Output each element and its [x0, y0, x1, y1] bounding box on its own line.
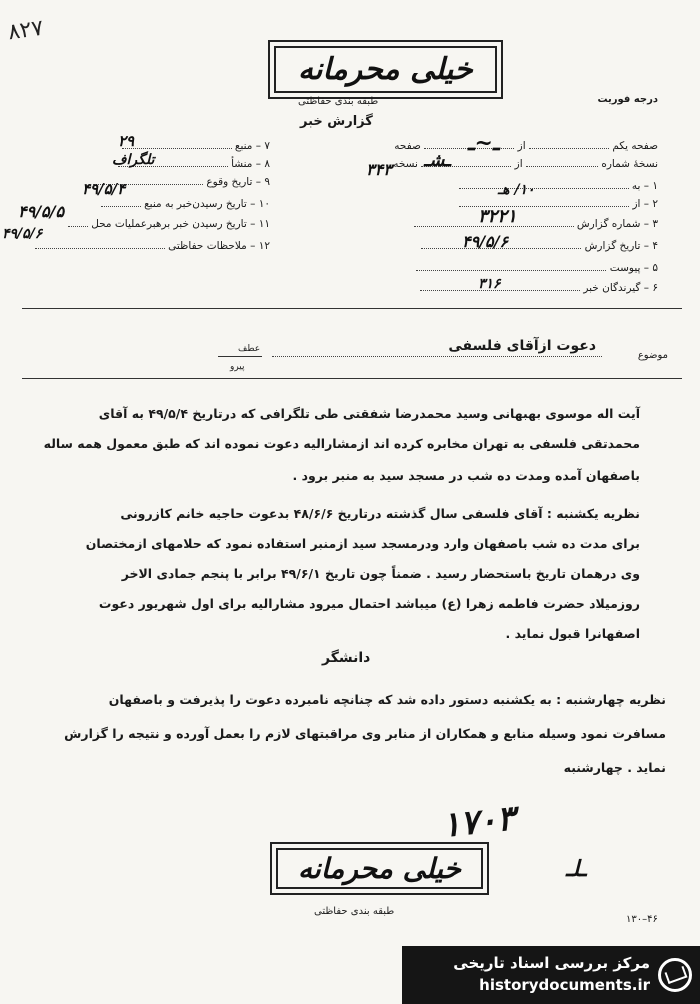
classification-text-bottom: خیلی محرمانه	[276, 848, 483, 889]
classification-caption-bottom: طبقه بندی حفاظتی	[314, 906, 395, 917]
right-field-report-number: ۳ – شماره گزارش	[398, 218, 658, 232]
right-field-copy-scrawl: ـشـ	[424, 150, 451, 171]
archive-number: ۸۲۷	[6, 15, 46, 46]
priority-label: درجه فوریت	[597, 94, 658, 105]
left-field-ops-received-value: ۴۹/۵/۶	[2, 226, 43, 242]
body-line-8: اصفهانرا قبول نماید .	[505, 626, 640, 641]
left-field-source: ۷ – منبع	[20, 140, 270, 154]
subject-underline	[272, 356, 602, 357]
instruction-line-3: نماید . چهارشنبه	[563, 760, 666, 775]
classification-caption-top: طبقه بندی حفاظتی	[298, 96, 379, 107]
subject-label: موضوع	[637, 350, 668, 361]
body-line-1: آیت اله موسوی بهبهانی وسید محمدرضا شفقتی طی تلگرافی که درتاریخ ۴۹/۵/۴ به آقای	[98, 406, 640, 421]
left-field-security-notes: ۱۲ – ملاحظات حفاظتی	[20, 240, 270, 254]
body-line-7: روزمیلاد حضرت فاطمه زهرا (ع) میباشد احتمال میرود مشارالیه برای اول شهریور دعوت	[98, 596, 640, 611]
handwritten-mark: ـ~ـ	[468, 130, 500, 156]
right-field-from: ۲ – از	[418, 198, 658, 212]
left-field-event-date: ۹ – تاریخ وقوع	[20, 176, 270, 190]
body-line-4: نظریه یکشنبه : آقای فلسفی سال گذشته درتاریخ ۴۸/۶/۶ بدعوت حاجیه خانم کازرونی	[120, 506, 640, 521]
left-field-source-received-value: ۴۹/۵/۵	[18, 202, 65, 221]
signature-name: دانشگر	[322, 650, 371, 666]
footer-title: مرکز بررسی اسناد تاریخی	[453, 954, 650, 972]
archive-footer	[402, 946, 700, 1004]
left-field-origin-value: تلگراف	[112, 152, 155, 168]
ref-divider	[218, 356, 262, 357]
classification-text-top: خیلی محرمانه	[274, 46, 497, 93]
right-field-attachment: ۵ – پیوست	[398, 262, 658, 276]
header-divider	[22, 308, 682, 309]
right-field-recipients: ۶ – گیرندگان خبر	[398, 282, 658, 296]
right-field-to-value: ۱۰/ هـ	[498, 182, 535, 198]
subject-value: دعوت ازآقای فلسفی	[448, 338, 596, 354]
left-field-source-received: ۱۰ – تاریخ رسیدن‌خبر به منبع	[20, 198, 270, 212]
report-heading: گزارش خبر	[300, 114, 373, 129]
right-field-to: ۱ – به	[418, 180, 658, 194]
subject-divider	[22, 378, 682, 379]
right-field-copy-value: ۳۴۳	[366, 160, 392, 179]
body-line-5: برای مدت ده شب باصفهان وارد ودرمسجد سید ازمنبر استفاده نمود که حلامهای ازمختصان	[85, 536, 640, 551]
handwritten-number: ۱۷۰۳	[440, 798, 517, 846]
classification-stamp-bottom	[270, 842, 489, 895]
body-line-6: وی درهمان تاریخ باستحضار رسید . ضمناً چون تاریخ ۴۹/۶/۱ برابر با پنجم جمادی الاخر	[121, 566, 640, 581]
right-field-recipients-value: ۳۱۶	[478, 276, 501, 292]
body-line-3: باصفهان آمده ومدت ده شب در مسجد سید به منبر برود .	[292, 468, 640, 483]
classification-stamp-top	[268, 40, 503, 99]
right-field-report-date-value: ۴۹/۵/۶	[462, 232, 509, 251]
footer-url: historydocuments.ir	[479, 976, 650, 994]
form-code: ۱۳۰–۴۶	[626, 914, 658, 925]
body-line-2: محمدتقی فلسفی به تهران مخابره کرده اند ازمشارالیه دعوت نموده اند که طبق معمول همه ساله	[43, 436, 640, 451]
left-field-source-value: ۲۹	[118, 132, 135, 150]
ref-label-peyro: پیرو	[230, 362, 245, 372]
right-field-report-number-value: ۳۲۲۱	[478, 206, 517, 227]
left-field-ops-received: ۱۱ – تاریخ رسیدن خبر برهبرعملیات محل	[20, 218, 270, 232]
handwritten-initials: ـلـ	[566, 856, 587, 882]
right-field-copy: نسخهٔ شماره از نسخه	[393, 158, 658, 170]
archive-logo-icon	[658, 958, 692, 992]
instruction-line-2: مسافرت نمود وسیله منابع و همکاران از منابر وی مراقبتهای لازم را بعمل آورده و نتیجه را گزارش	[64, 726, 666, 741]
right-field-report-date: ۴ – تاریخ گزارش	[398, 240, 658, 254]
ref-label-atf: عطف	[238, 344, 261, 354]
left-field-event-date-value: ۴۹/۵/۴	[82, 180, 126, 198]
instruction-line-1: نظریه چهارشنبه : به یکشنبه دستور داده شد که چنانچه نامبرده دعوت را پذیرفت و باصفهان	[108, 692, 666, 707]
left-field-origin: ۸ – منشأ	[20, 158, 270, 172]
right-field-page: صفحه یکم از صفحه	[394, 140, 658, 152]
